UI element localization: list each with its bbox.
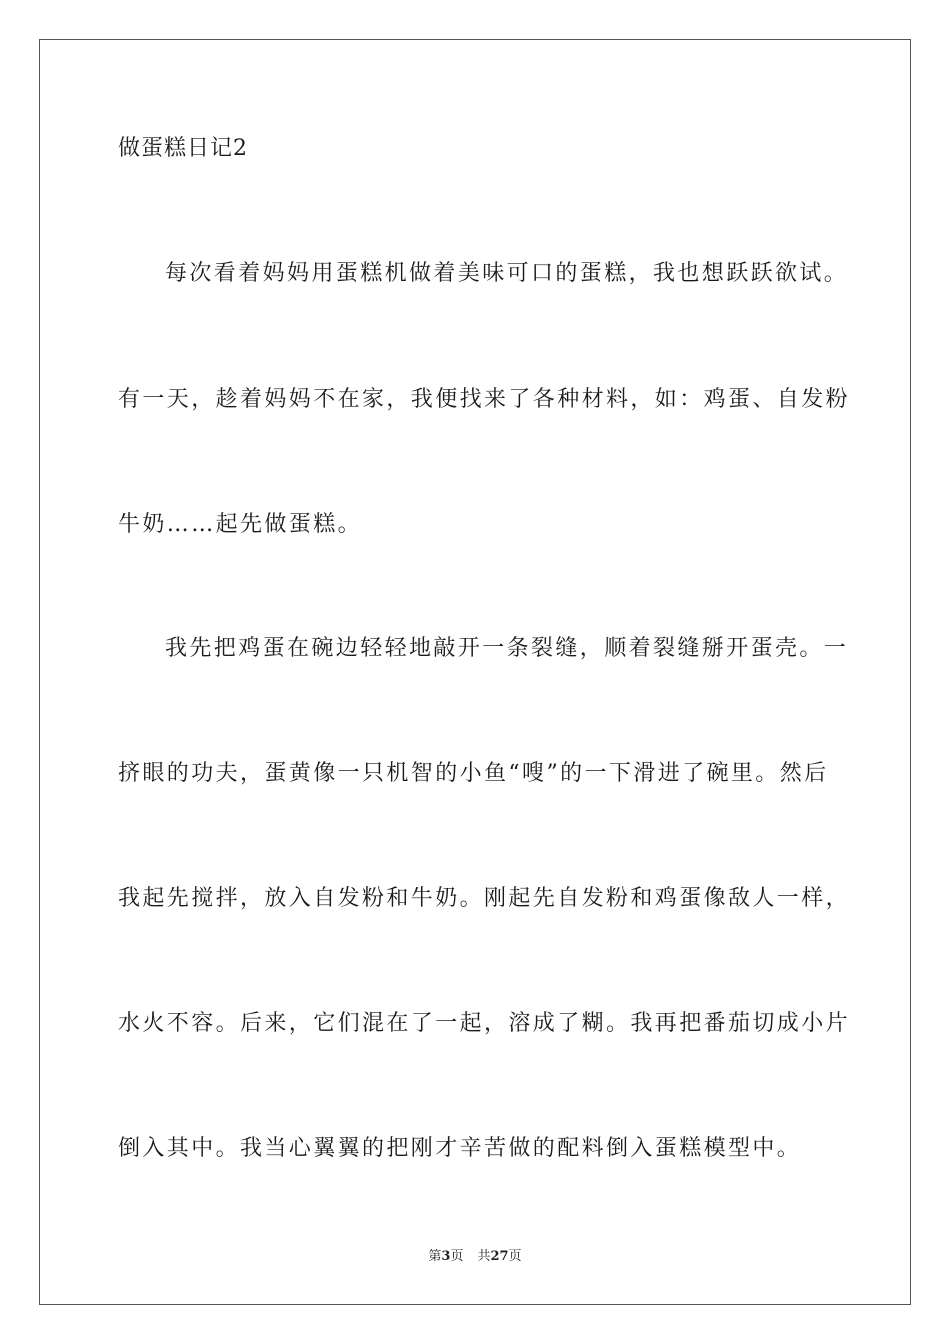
paragraph-line-5: 挤眼的功夫，蛋黄像一只机智的小鱼“嗖”的一下滑进了碗里。然后 — [118, 761, 829, 786]
page-prefix: 第 — [428, 1249, 442, 1264]
document-title: 做蛋糕日记2 — [118, 136, 248, 161]
paragraph-line-6: 我起先搅拌，放入自发粉和牛奶。刚起先自发粉和鸡蛋像敌人一样， — [118, 886, 851, 911]
paragraph-line-7: 水火不容。后来，它们混在了一起，溶成了糊。我再把番茄切成小片 — [118, 1011, 851, 1036]
paragraph-line-1: 每次看着妈妈用蛋糕机做着美味可口的蛋糕，我也想跃跃欲试。 — [165, 261, 849, 286]
page-number: 3 — [441, 1249, 451, 1264]
paragraph-line-3: 牛奶……起先做蛋糕。 — [118, 512, 363, 537]
paragraph-line-8: 倒入其中。我当心翼翼的把刚才辛苦做的配料倒入蛋糕模型中。 — [118, 1136, 802, 1161]
page-border — [39, 39, 911, 1305]
page-suffix: 页 — [450, 1249, 464, 1264]
total-prefix: 共 — [477, 1249, 491, 1264]
page-footer — [0, 1248, 950, 1266]
paragraph-line-4: 我先把鸡蛋在碗边轻轻地敲开一条裂缝，顺着裂缝掰开蛋壳。一 — [165, 636, 849, 661]
total-suffix: 页 — [508, 1249, 522, 1264]
paragraph-line-2: 有一天，趁着妈妈不在家，我便找来了各种材料，如：鸡蛋、自发粉 — [118, 387, 851, 412]
total-pages: 27 — [490, 1249, 509, 1264]
